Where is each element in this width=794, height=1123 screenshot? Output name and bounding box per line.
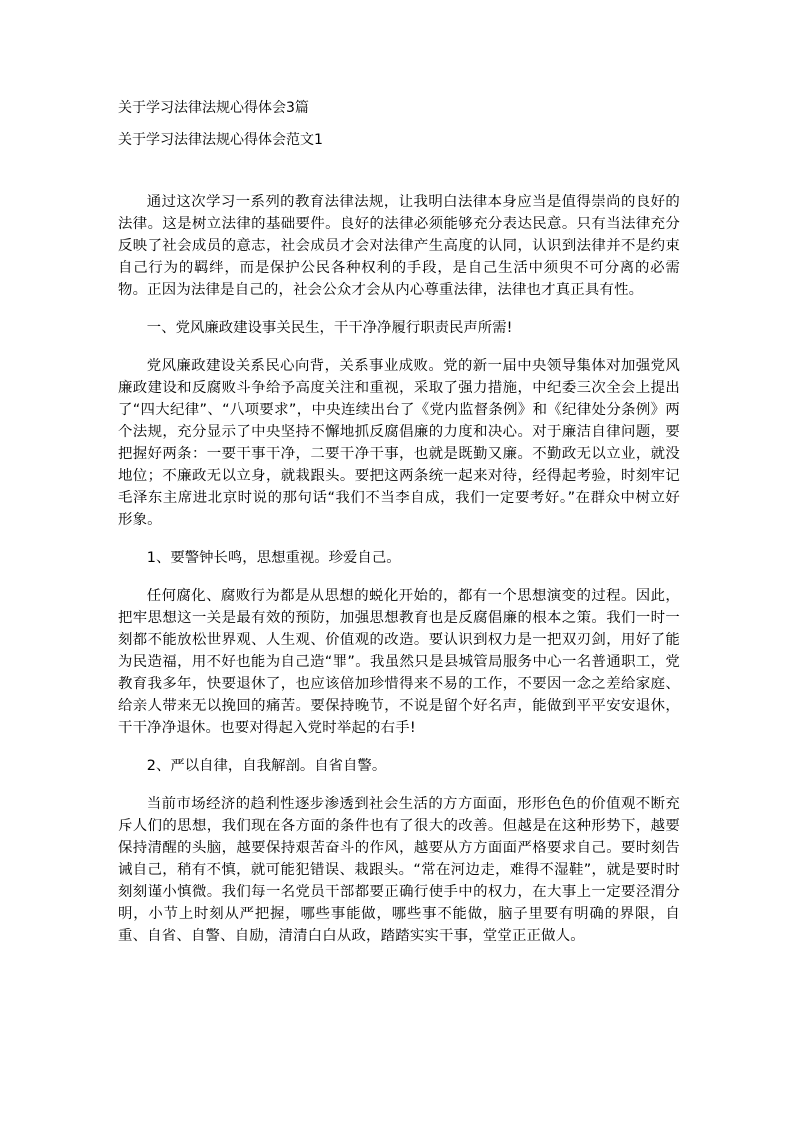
subheading-1: 1、要警钟长鸣，思想重视。珍爱自己。	[146, 550, 401, 566]
subheading-2: 2、严以自律，自我解剖。自省自警。	[146, 758, 387, 774]
document-body	[118, 191, 680, 963]
section-heading-1: 一、党风廉政建设事关民生，干干净净履行职责民声所需!	[146, 320, 513, 336]
paragraph-intro: 通过这次学习一系列的教育法律法规，让我明白法律本身应当是值得崇尚的良好的法律。这是树立法律的基础要件。良好的法律必须能够充分表达民意。只有当法律充分反映了社会成员的意志，社会成员才会对法律产生高度的认同，认识到法律并不是约束自己行为的羁绊，而是保护公民各种权利的手段，是自己生活中须臾不可分离的必需物。正因为法律是自己的，社会公众才会从内心尊重法律，法律也才真正具有性。	[118, 194, 680, 298]
document-subtitle: 关于学习法律法规心得体会范文1	[118, 132, 323, 148]
document-title: 关于学习法律法规心得体会3篇	[118, 100, 309, 116]
paragraph-party-conduct: 党风廉政建设关系民心向背，关系事业成败。党的新一届中央领导集体对加强党风廉政建设和反腐败斗争给予高度关注和重视，采取了强力措施，中纪委三次全会上提出了“四大纪律”、“八项要求”，中央连续出台了《党内监督条例》和《纪律处分条例》两个法规，充分显示了中央坚持不懈地抓反腐倡廉的力度和决心。对于廉洁自律问题，要把握好两条：一要干事干净，二要干净干事，也就是既勤又廉。不勤政无以立业，就没地位；不廉政无以立身，就栽跟头。要把这两条统一起来对待，经得起考验，时刻牢记毛泽东主席进北京时说的那句话“我们不当李自成，我们一定要考好。”在群众中树立好形象。	[118, 358, 680, 528]
paragraph-thought: 任何腐化、腐败行为都是从思想的蜕化开始的，都有一个思想演变的过程。因此，把牢思想这一关是最有效的预防，加强思想教育也是反腐倡廉的根本之策。我们一时一刻都不能放松世界观、人生观、价值观的改造。要认识到权力是一把双刃剑，用好了能为民造福，用不好也能为自己造“罪”。我虽然只是县城管局服务中心一名普通职工，党教育我多年，快要退休了，也应该倍加珍惜得来不易的工作，不要因一念之差给家庭、给亲人带来无以挽回的痛苦。要保持晚节，不说是留个好名声，能做到平平安安退休，干干净净退休。也要对得起入党时举起的右手!	[118, 588, 680, 736]
paragraph-self-discipline: 当前市场经济的趋利性逐步渗透到社会生活的方方面面，形形色色的价值观不断充斥人们的思想，我们现在各方面的条件也有了很大的改善。但越是在这种形势下，越要保持清醒的头脑，越要保持艰苦奋斗的作风，越要从方方面面严格要求自己。要时刻告诫自己，稍有不慎，就可能犯错误、栽跟头。“常在河边走，难得不湿鞋”，就是要时时刻刻谨小慎微。我们每一名党员干部都要正确行使手中的权力，在大事上一定要泾渭分明，小节上时刻从严把握，哪些事能做，哪些事不能做，脑子里要有明确的界限，自重、自省、自警、自励，清清白白从政，踏踏实实干事，堂堂正正做人。	[118, 796, 680, 944]
